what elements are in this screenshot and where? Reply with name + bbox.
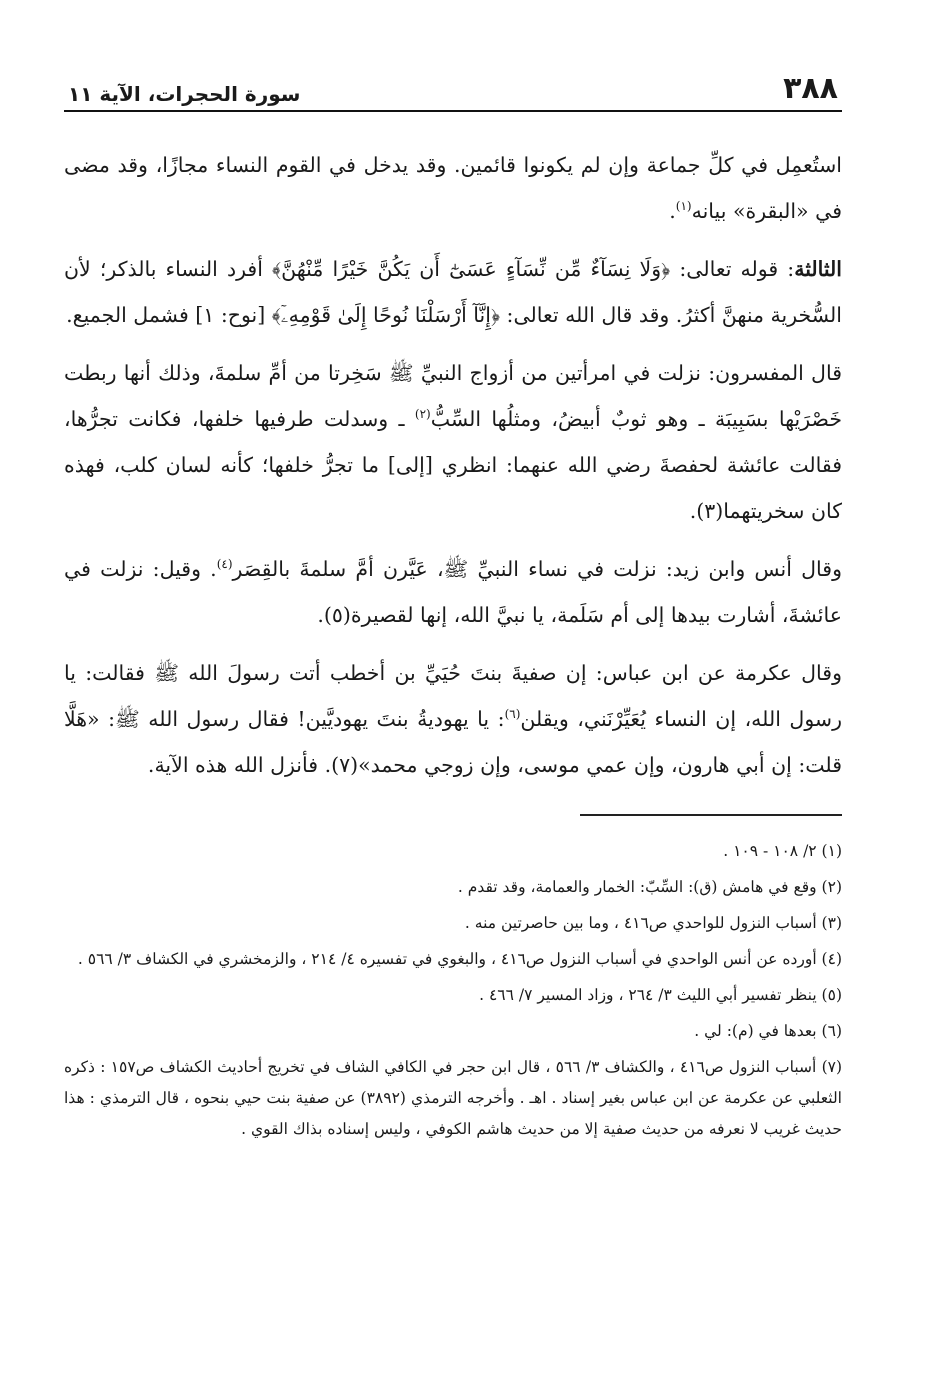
paragraph-tail: . وقيل: نزلت في عائشةَ، أشارت بيدها إلى أم سَلَمة، يا نبيَّ الله، إنها لقصيرة(٥). [64, 557, 842, 627]
paragraph-text: وقال عكرمة عن ابن عباس: إن صفيةَ بنتَ حُيَيِّ بن أخطب أتت رسولَ الله ﷺ فقالت: يا رسول الله، إن النساء يُعَيِّرْنَني، ويقلن [64, 661, 842, 731]
main-text [64, 142, 842, 788]
paragraph-tail: . [669, 199, 676, 223]
paragraph-tail: : يا يهوديةُ بنتَ يهوديَّين! فقال رسول الله ﷺ: «هَلَّا قلت: إن أبي هارون، وإن عمي موسى، وإن زوجي محمد»(٧). فأنزل الله هذه الآية. [64, 707, 842, 777]
running-title: سورة الحجرات، الآية ١١ [68, 82, 301, 106]
footnote-ref: (١) [675, 199, 692, 214]
footnote: (٣) أسباب النزول للواحدي ص٤١٦ ، وما بين حاصرتين منه . [464, 914, 842, 932]
footnote: (٥) ينظر تفسير أبي الليث ٣/ ٢٦٤ ، وزاد المسير ٧/ ٤٦٦ . [479, 986, 842, 1004]
footnote-ref: (٢) [414, 407, 431, 422]
page-number: ٣٨٨ [783, 71, 838, 106]
footnote: (٤) أورده عن أنس الواحدي في أسباب النزول ص٤١٦ ، والبغوي في تفسيره ٤/ ٢١٤ ، والزمخشري في الكشاف ٣/ ٥٦٦ . [77, 950, 842, 968]
paragraph-tail: ـ وسدلت طرفيها خلفها، فكانت تجرُّها، فقالت عائشة لحفصةَ رضي الله عنهما: انظري [إلى] ما تجرُّ خلفها؛ كأنه لسان كلب، فهذه كان سخريتهما(٣). [64, 407, 842, 523]
paragraph-text: قال المفسرون: نزلت في امرأتين من أزواج النبيِّ ﷺ سَخِرتا من أمِّ سلمةَ، وذلك أنها ربطت خَصْرَيْها بسَبِيبَة ـ وهو ثوبٌ أبيضُ، ومثلُها السِّبُّ [64, 361, 842, 431]
page-header [64, 64, 842, 112]
paragraph [64, 350, 842, 534]
footnote: (٧) أسباب النزول ص٤١٦ ، والكشاف ٣/ ٥٦٦ ، قال ابن حجر في الكافي الشاف في تخريج أحاديث الكشاف ص١٥٧ : ذكره الثعلبي عن عكرمة عن ابن عباس بغير إسناد . اهـ . وأخرجه الترمذي (٣٨٩٢) عن صفية بنت حيي بنحوه ، قال الترمذي : هذا حديث غريب لا نعرفه من حديث صفية إلا من حديث هاشم الكوفي ، وليس إسناده بذاك القوي . [64, 1058, 843, 1138]
footnote-ref: (٤) [216, 557, 233, 572]
footnote: (٦) بعدها في (م): لي . [694, 1022, 842, 1040]
paragraph [64, 650, 842, 788]
footnotes [64, 836, 842, 1145]
footnote-divider [580, 814, 842, 816]
paragraph-text: وقال أنس وابن زيد: نزلت في نساء النبيِّ ﷺ، عَيَّرن أمَّ سلمةَ بالقِصَر [232, 557, 842, 581]
paragraph-lead: الثالثة [794, 257, 842, 281]
paragraph [64, 142, 842, 234]
footnote: (٢) وقع في هامش (ق): السِّبّ: الخمار والعمامة، وقد تقدم . [457, 878, 842, 896]
paragraph-text: استُعمِل في كلِّ جماعة وإن لم يكونوا قائمين. وقد يدخل في القوم النساء مجازًا، وقد مضى في «البقرة» بيانه [64, 153, 842, 223]
paragraph [64, 546, 842, 638]
paragraph [64, 246, 842, 338]
footnote: (١) ٢/ ١٠٨ - ١٠٩ . [723, 842, 842, 860]
footnote-ref: (٦) [504, 707, 521, 722]
page [64, 64, 842, 1150]
paragraph-text: : قوله تعالى: ﴿وَلَا نِسَآءٌ مِّن نِّسَآءٍ عَسَىٰٓ أَن يَكُنَّ خَيْرًا مِّنْهُنَّ﴾ أفرد النساء بالذكر؛ لأن السُّخرية منهنَّ أكثرُ. وقد قال الله تعالى: ﴿إِنَّآ أَرْسَلْنَا نُوحًا إِلَىٰ قَوْمِهِۦٓ﴾ [نوح: ١] فشمل الجميع. [64, 257, 842, 327]
